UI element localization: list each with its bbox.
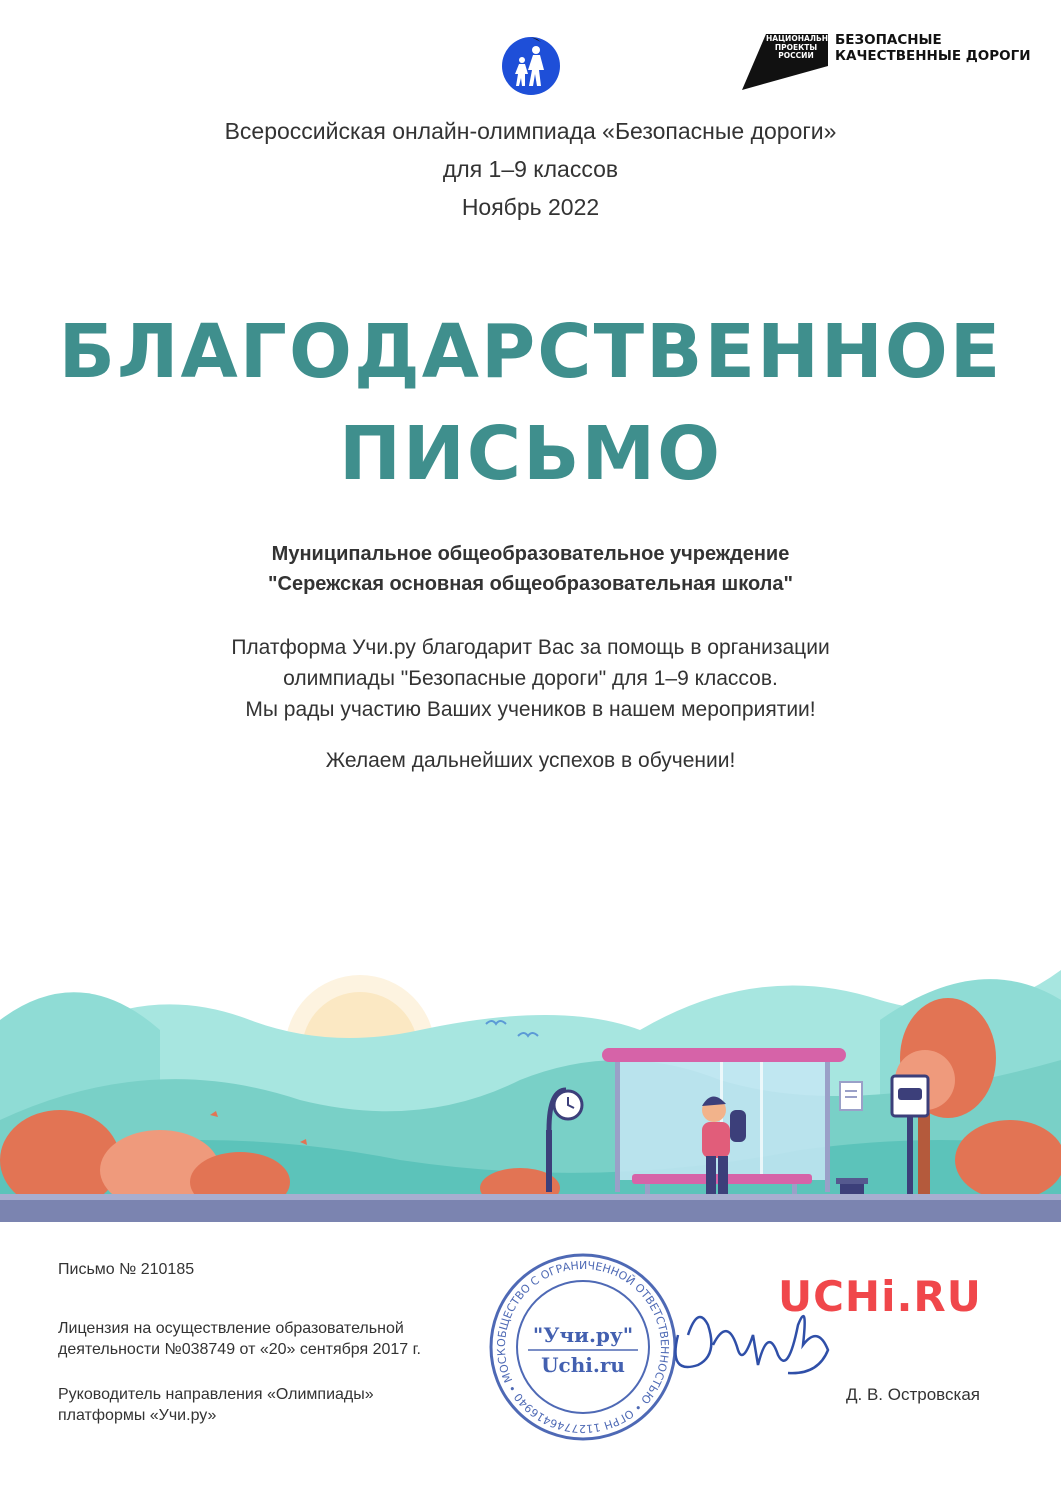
wish-text: Желаем дальнейших успехов в обучении!: [325, 749, 736, 772]
signer-position-line-1: Руководитель направления «Олимпиады»: [58, 1386, 374, 1403]
signer-name: Д. В. Островская: [846, 1385, 980, 1404]
signer-position-line-2: платформы «Учи.ру»: [58, 1407, 217, 1424]
stamp-center-line-1: "Учи.ру": [532, 1323, 634, 1347]
title-line-1: БЛАГОДАРСТВЕННОЕ: [58, 309, 1003, 395]
bus-stop-illustration: [0, 960, 1061, 1222]
header-line-1: Всероссийская онлайн-олимпиада «Безопасные дороги»: [224, 118, 837, 144]
message-line-3: Мы рады участию Ваших учеников в нашем мероприятии!: [245, 698, 816, 721]
recipient: [0, 539, 1061, 599]
recipient-line-2: "Сережская основная общеобразовательная школа": [268, 573, 793, 595]
stamp-ring-text: ОБЩЕСТВО С ОГРАНИЧЕННОЙ ОТВЕТСТВЕННОСТЬЮ • ОГРН 1127746416940 • МОСК: [494, 1258, 672, 1436]
uchi-ru-logo: UCHi.RU: [778, 1272, 982, 1321]
title-line-2: ПИСЬМО: [338, 411, 723, 497]
national-projects-logo-text: НАЦИОНАЛЬНЫЕ ПРОЕКТЫ РОССИИ: [766, 34, 841, 60]
signer-position: [58, 1384, 374, 1426]
license-line-1: Лицензия на осуществление образовательной: [58, 1320, 404, 1337]
company-stamp: [486, 1250, 680, 1444]
letter-number: Письмо № 210185: [58, 1261, 195, 1278]
message-line-2: олимпиады "Безопасные дороги" для 1–9 классов.: [283, 667, 778, 690]
brand-line-1: БЕЗОПАСНЫЕ: [835, 32, 942, 48]
brand-line-2: КАЧЕСТВЕННЫЕ ДОРОГИ: [835, 48, 1031, 64]
brand-title: [835, 32, 1031, 64]
header-line-2: для 1–9 классов: [442, 156, 619, 182]
header-text: [0, 112, 1061, 226]
recipient-line-1: Муниципальное общеобразовательное учреждение: [271, 543, 790, 565]
header-line-3: Ноябрь 2022: [461, 194, 600, 220]
national-projects-logo: [740, 32, 841, 92]
olympiad-emblem-icon: [501, 36, 561, 96]
message-line-1: Платформа Учи.ру благодарит Вас за помощь в организации: [231, 636, 830, 659]
license-line-2: деятельности №038749 от «20» сентября 2017 г.: [58, 1341, 421, 1358]
message: [0, 632, 1061, 725]
stamp-center-line-2: Uchi.ru: [541, 1353, 625, 1377]
license-info: [58, 1318, 421, 1360]
document-title: [0, 301, 1061, 505]
